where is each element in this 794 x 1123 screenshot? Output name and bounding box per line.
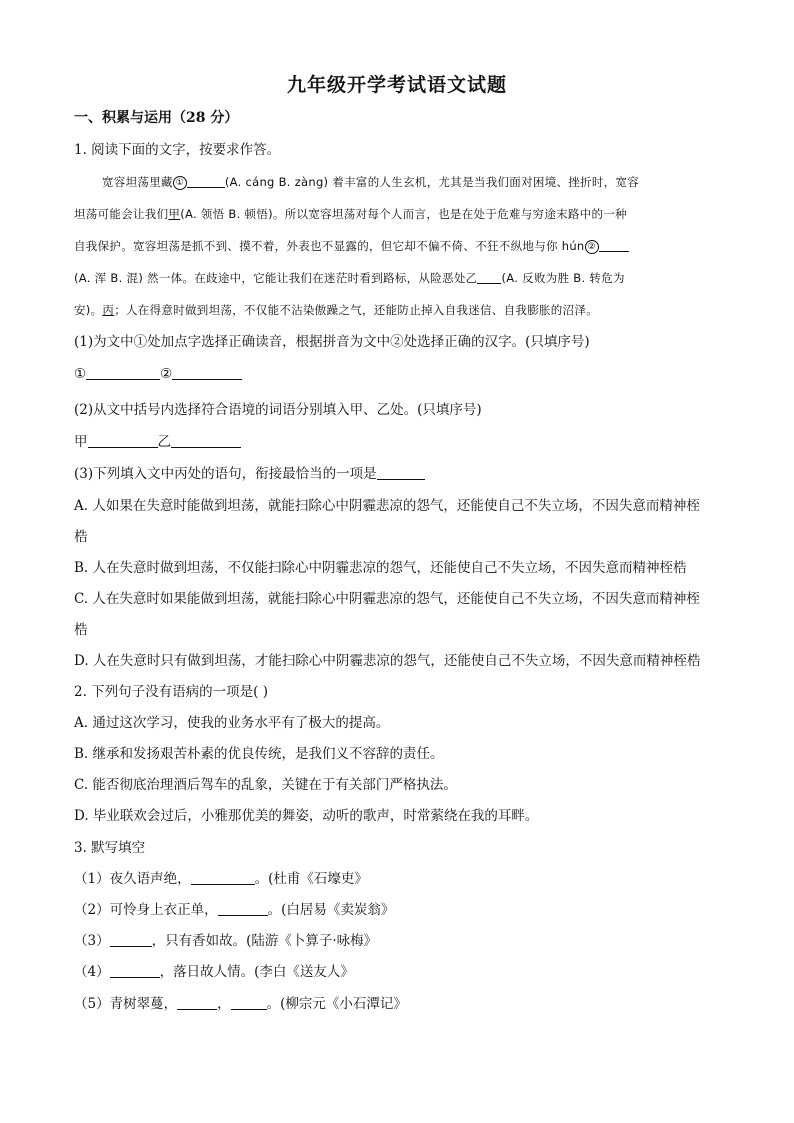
- fill-blank[interactable]: [110, 963, 160, 978]
- q2-option-b: B. 继承和发扬艰苦朴素的优良传统，是我们义不容辞的责任。: [74, 746, 444, 762]
- option-c: C. 人在失意时如果能做到坦荡，就能扫除心中阴霾悲凉的怨气，还能使自己不失立场，不因失意而精神桎: [74, 591, 700, 607]
- passage-text: 宽容坦荡里藏: [102, 175, 173, 189]
- marker-2: ②: [585, 240, 599, 254]
- item-text: 。(柳宗元《小石潭记》: [266, 996, 407, 1012]
- passage-text: (A. 反败为胜 B. 转危为: [501, 271, 625, 285]
- marker-1: ①: [173, 176, 187, 190]
- fill-blank[interactable]: [218, 901, 268, 916]
- passage-text: (A. 浑 B. 混) 然一体。在歧途中，它能让我们在迷茫时看到路标，从险恶处: [74, 271, 466, 285]
- item-text: （5）青树翠蔓，: [74, 996, 178, 1012]
- answer-label: 乙: [157, 434, 171, 450]
- passage-line-5: [74, 300, 598, 320]
- q1-sub3-text: (3)下列填入文中丙处的语句，衔接最恰当的一项是: [74, 466, 377, 482]
- passage-text: (A. 领悟 B. 顿悟)。所以宽容坦荡对每个人而言，也是在处于危难与穷途末路中的一种: [180, 207, 627, 221]
- q3-item-2: [74, 900, 394, 920]
- q3-item-1: [74, 869, 368, 889]
- fill-blank[interactable]: [177, 995, 217, 1010]
- answer-blank-1[interactable]: [86, 365, 160, 380]
- item-text: ，落日故人情。(李白《送友人》: [159, 964, 354, 980]
- option-a: A. 人如果在失意时能做到坦荡，就能扫除心中阴霾悲凉的怨气，还能使自己不失立场，不因失意而精神桎: [74, 498, 700, 514]
- answer-blank-bing[interactable]: [377, 465, 425, 480]
- answer-label: ②: [160, 366, 173, 382]
- item-text: （3）: [74, 933, 110, 949]
- answer-blank-yi[interactable]: [171, 433, 241, 448]
- q1-sub3: [74, 464, 425, 484]
- passage-line-4: [74, 268, 625, 288]
- fill-blank[interactable]: [110, 932, 152, 947]
- item-text: ，: [217, 996, 231, 1012]
- item-text: ，只有香如故。(陆游《卜算子·咏梅》: [151, 933, 378, 949]
- passage-text: 安)。: [74, 303, 103, 317]
- q3-item-3: [74, 931, 377, 951]
- passage-text: ；人在得意时做到坦荡，不仅能不沾染傲躁之气，还能防止掉入自我迷信、自我膨胀的沼泽。: [114, 303, 598, 317]
- q1-sub2: (2)从文中括号内选择符合语境的词语分别填入甲、乙处。(只填序号): [74, 402, 482, 418]
- q1-sub1: (1)为文中①处加点字选择正确读音，根据拼音为文中②处选择正确的汉字。(只填序号): [74, 334, 590, 350]
- option-a-cont: 梏: [74, 529, 88, 545]
- answer-blank-jia[interactable]: [88, 433, 158, 448]
- blank-1[interactable]: [187, 173, 225, 188]
- item-text: 。(杜甫《石壕吏》: [254, 871, 368, 887]
- answer-blank-2[interactable]: [172, 365, 242, 380]
- passage-text: (A. cáng B. zàng) 着丰富的人生玄机，尤其是当我们面对困境、挫折时，宽容: [224, 175, 640, 189]
- q3-item-4: [74, 962, 354, 982]
- answer-label: ①: [74, 366, 87, 382]
- item-text: （2）可怜身上衣正单，: [74, 902, 218, 918]
- option-c-cont: 梏: [74, 622, 88, 638]
- page-title: 九年级开学考试语文试题: [286, 74, 507, 96]
- q2-option-c: C. 能否彻底治理酒后驾车的乱象，关键在于有关部门严格执法。: [74, 777, 457, 793]
- item-text: （4）: [74, 964, 110, 980]
- q1-stem: 1. 阅读下面的文字，按要求作答。: [74, 142, 281, 158]
- blank-2[interactable]: [599, 237, 629, 252]
- passage-text: 自我保护。宽容坦荡是抓不到、摸不着，外表也不显露的，但它却不偏不倚、不狂不纵地与你 hún: [74, 239, 585, 253]
- q2-option-d: D. 毕业联欢会过后，小雅那优美的舞姿，动听的歌声，时常萦绕在我的耳畔。: [74, 808, 539, 824]
- q2-stem: 2. 下列句子没有语病的一项是( ): [74, 684, 268, 700]
- fill-blank[interactable]: [231, 995, 267, 1010]
- item-text: 。(白居易《卖炭翁》: [267, 902, 395, 918]
- q1-sub2-answer: [74, 432, 241, 452]
- section-heading: 一、积累与运用（28 分）: [74, 110, 239, 126]
- q3-item-5: [74, 994, 407, 1014]
- marker-jia: 甲: [168, 207, 181, 221]
- option-d: D. 人在失意时只有做到坦荡，才能扫除心中阴霾悲凉的怨气，还能使自己不失立场，不因失意而精神桎梏: [74, 653, 701, 669]
- passage-line-1: [102, 172, 639, 192]
- q2-option-a: A. 通过这次学习，使我的业务水平有了极大的提高。: [74, 715, 390, 731]
- option-b: B. 人在失意时做到坦荡，不仅能扫除心中阴霾悲凉的怨气，还能使自己不失立场，不因失意而精神桎梏: [74, 560, 687, 576]
- passage-line-3: [74, 236, 629, 256]
- blank-yi[interactable]: [477, 269, 501, 284]
- item-text: （1）夜久语声绝，: [74, 871, 191, 887]
- passage-text: 坦荡可能会让我们: [74, 207, 169, 221]
- fill-blank[interactable]: [191, 870, 255, 885]
- q1-sub1-answer: [74, 364, 242, 384]
- passage-line-2: [74, 204, 627, 224]
- marker-yi: 乙: [465, 271, 478, 285]
- q3-stem: 3. 默写填空: [74, 840, 146, 856]
- answer-label: 甲: [74, 434, 88, 450]
- marker-bing: 丙: [102, 303, 115, 317]
